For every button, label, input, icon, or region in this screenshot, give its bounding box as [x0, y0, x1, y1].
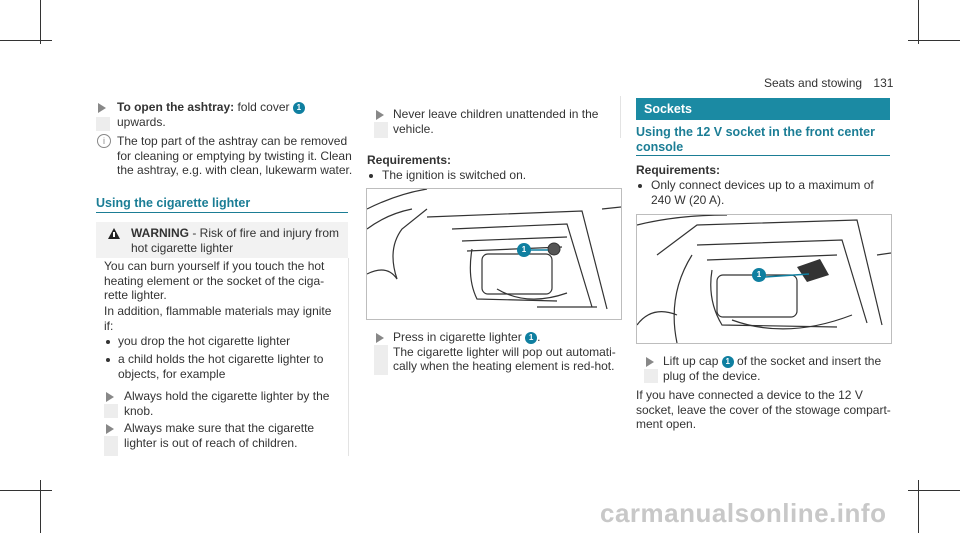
bullet-dot	[106, 358, 110, 362]
warning-box-right-rule	[620, 96, 621, 138]
info-icon: i	[97, 134, 111, 148]
section-title-lighter: Using the cigarette lighter	[96, 196, 251, 210]
step-arrow-icon	[98, 103, 106, 113]
warning-box-right-rule	[348, 258, 349, 456]
step-bar	[96, 117, 110, 131]
socket-illustration	[636, 214, 892, 344]
step-arrow-icon	[376, 333, 384, 343]
warning-step-1: Always hold the cigarette lighter by the knob.	[124, 389, 330, 418]
header-section: Seats and stowing	[764, 76, 863, 90]
step-arrow-icon	[106, 424, 114, 434]
step-bar	[644, 369, 658, 383]
callout-1: 1	[722, 356, 734, 368]
warning-heading: WARNING - Risk of fire and injury from hot cigarette lighter	[131, 226, 340, 255]
lighter-illustration	[366, 188, 622, 320]
step-arrow-icon	[646, 357, 654, 367]
page-number: 131	[873, 76, 894, 90]
crop-mark	[908, 490, 960, 491]
bullet-dot	[369, 174, 373, 178]
step-arrow-icon	[376, 110, 384, 120]
note-ashtray: The top part of the ashtray can be removed for cleaning or emptying by twisting it. Clean the ashtray, e.g. with clean, lukewarm water.	[117, 134, 353, 177]
section-header-sockets: Sockets	[636, 98, 890, 120]
section-rule	[636, 155, 890, 156]
crop-mark	[918, 0, 919, 44]
bullet-dot	[106, 340, 110, 344]
requirements-title: Requirements:	[636, 163, 721, 177]
requirement-power: Only connect devices up to a maximum of 240 W (20 A).	[651, 178, 874, 207]
step-bar	[374, 122, 388, 138]
step-arrow-icon	[106, 392, 114, 402]
crop-mark	[40, 480, 41, 533]
crop-mark	[908, 40, 960, 41]
section-title-socket: Using the 12 V socket in the front center console	[636, 125, 875, 154]
callout-1: 1	[525, 332, 537, 344]
crop-mark	[40, 0, 41, 44]
step-bar	[104, 436, 118, 456]
callout-1: 1	[517, 243, 531, 257]
step-bar	[104, 404, 118, 418]
step-press-lighter: Press in cigarette lighter 1 . The cigarette lighter will pop out automati- cally when the heating element is red-hot.	[393, 330, 616, 373]
section-rule	[96, 212, 348, 213]
requirements-title: Requirements:	[367, 153, 452, 167]
crop-mark	[918, 480, 919, 533]
warning-paragraph-1: You can burn yourself if you touch the hot heating element or the socket of the ciga- rette lighter.	[104, 259, 325, 302]
bullet-dot	[638, 184, 642, 188]
step-lift-cap: Lift up cap 1 of the socket and insert the plug of the device.	[663, 354, 882, 383]
running-header	[764, 76, 893, 91]
warning-bullet-2: a child holds the hot cigarette lighter to objects, for example	[118, 352, 324, 381]
step-bar	[374, 345, 388, 375]
console-drawing	[367, 189, 621, 319]
crop-mark	[0, 490, 52, 491]
warning-bullet-1: you drop the hot cigarette lighter	[118, 334, 291, 348]
warning-step-2: Always make sure that the cigarette lighter is out of reach of children.	[124, 421, 315, 450]
crop-mark	[0, 40, 52, 41]
watermark: carmanualsonline.info	[600, 498, 887, 528]
socket-paragraph: If you have connected a device to the 12 V socket, leave the cover of the stowage compart- ment open.	[636, 388, 891, 431]
warning-paragraph-2: In addition, flammable materials may ignite if:	[104, 304, 332, 333]
warning-icon-mark	[113, 232, 115, 237]
requirement-ignition: The ignition is switched on.	[382, 168, 527, 182]
callout-1: 1	[752, 268, 766, 282]
callout-1: 1	[293, 102, 305, 114]
warning-step-3: Never leave children unattended in the vehicle.	[393, 107, 599, 136]
step-open-ashtray: To open the ashtray: fold cover 1 upwards.	[117, 100, 305, 129]
